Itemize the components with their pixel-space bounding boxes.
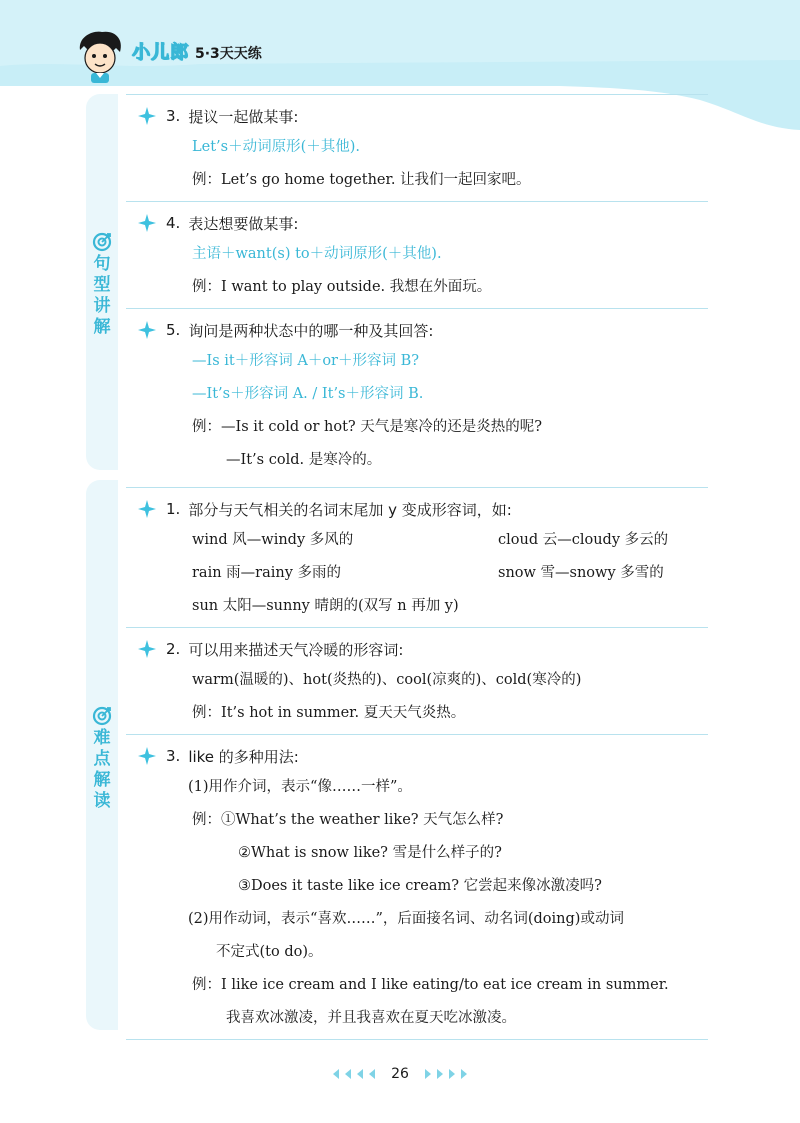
formula-line: —It’s＋形容词 A. / It’s＋形容词 B.: [192, 386, 424, 402]
tab-char: 读: [93, 791, 111, 811]
tab-char: 型: [93, 275, 111, 295]
example-line: 例：Let’s go home together. 让我们一起回家吧。: [192, 172, 531, 188]
word-pair: rain 雨—rainy 多雨的: [192, 565, 342, 581]
star-bullet-icon: [138, 640, 156, 658]
difficulty-3: [126, 735, 708, 1039]
heading-title: like 的多种用法:: [188, 747, 299, 766]
word-pair-row: [146, 524, 708, 557]
sentence-4: [126, 202, 708, 308]
heading-number: 1.: [166, 500, 181, 518]
star-bullet-icon: [138, 214, 156, 232]
example-line: ③Does it taste like ice cream? 它尝起来像冰激凌吗?: [238, 878, 602, 894]
formula-line: Let’s＋动词原形(＋其他).: [192, 139, 361, 155]
heading-number: 2.: [166, 640, 181, 658]
target-icon: [92, 232, 112, 252]
difficulty-1: [126, 488, 708, 627]
sidebar-tab-difficulties: [86, 480, 118, 1030]
tab-label-difficulties: [86, 706, 118, 812]
usage-line: 不定式(to do)。: [216, 944, 323, 960]
tab-char: 解: [93, 770, 111, 790]
main-content: [126, 94, 708, 1040]
tab-char: 句: [93, 254, 111, 274]
heading-title: 提议一起做某事:: [188, 107, 299, 126]
arrows-left-icon: [331, 1068, 379, 1080]
formula-line: —Is it＋形容词 A＋or＋形容词 B?: [192, 353, 420, 369]
example-line: —It’s cold. 是寒冷的。: [226, 452, 382, 468]
sentence-3: [126, 95, 708, 201]
page-footer: [0, 1066, 800, 1082]
example-line: 例：—Is it cold or hot? 天气是寒冷的还是炎热的呢?: [192, 419, 543, 435]
brand: [132, 38, 262, 64]
brand-subtitle: 5·3天天练: [195, 46, 262, 62]
star-bullet-icon: [138, 747, 156, 765]
word-pair-row: [146, 557, 708, 590]
word-pair: wind 风—windy 多风的: [192, 532, 354, 548]
word-pair: cloud 云—cloudy 多云的: [498, 532, 669, 548]
tab-label-sentence-patterns: [86, 232, 118, 338]
heading-number: 3.: [166, 747, 181, 765]
divider: [126, 1039, 708, 1040]
star-bullet-icon: [138, 500, 156, 518]
target-icon: [92, 706, 112, 726]
adjective-list: warm(温暖的)、hot(炎热的)、cool(凉爽的)、cold(寒冷的): [192, 672, 582, 688]
usage-line: (1)用作介词，表示“像……一样”。: [188, 779, 412, 795]
section-heading: [146, 634, 708, 664]
heading-number: 3.: [166, 107, 181, 125]
example-line: 我喜欢冰激凌，并且我喜欢在夏天吃冰激凌。: [226, 1010, 516, 1026]
arrows-right-icon: [421, 1068, 469, 1080]
example-line: 例：It’s hot in summer. 夏天天气炎热。: [192, 705, 466, 721]
example-line: 例：I like ice cream and I like eating/to eat ice cream in summer.: [192, 977, 669, 993]
heading-title: 询问是两种状态中的哪一种及其回答:: [188, 321, 434, 340]
heading-title: 部分与天气相关的名词末尾加 y 变成形容词，如:: [188, 500, 512, 519]
star-bullet-icon: [138, 321, 156, 339]
sidebar-tab-sentence-patterns: [86, 94, 118, 470]
heading-number: 4.: [166, 214, 181, 232]
boy-mascot-icon: [72, 28, 128, 84]
brand-logo: 小儿郎: [132, 42, 189, 63]
section-heading: [146, 741, 708, 771]
usage-line: (2)用作动词，表示“喜欢……”，后面接名词、动名词(doing)或动词: [188, 911, 624, 927]
example-line: 例：I want to play outside. 我想在外面玩。: [192, 279, 492, 295]
tab-char: 解: [93, 317, 111, 337]
section-heading: [146, 101, 708, 131]
heading-number: 5.: [166, 321, 181, 339]
word-pair-row: sun 太阳—sunny 晴朗的(双写 n 再加 y): [192, 598, 459, 614]
page-number: 26: [391, 1066, 409, 1082]
tab-char: 难: [93, 728, 111, 748]
section-heading: [146, 494, 708, 524]
word-pair: snow 雪—snowy 多雪的: [498, 565, 664, 581]
section-heading: [146, 315, 708, 345]
sentence-5: [126, 309, 708, 481]
star-bullet-icon: [138, 107, 156, 125]
example-line: 例：①What’s the weather like? 天气怎么样?: [192, 812, 504, 828]
tab-char: 点: [93, 749, 111, 769]
example-line: ②What is snow like? 雪是什么样子的?: [238, 845, 502, 861]
section-heading: [146, 208, 708, 238]
tab-char: 讲: [93, 296, 111, 316]
formula-line: 主语＋want(s) to＋动词原形(＋其他).: [192, 246, 442, 262]
heading-title: 表达想要做某事:: [188, 214, 299, 233]
difficulty-2: [126, 628, 708, 734]
heading-title: 可以用来描述天气冷暖的形容词:: [188, 640, 404, 659]
